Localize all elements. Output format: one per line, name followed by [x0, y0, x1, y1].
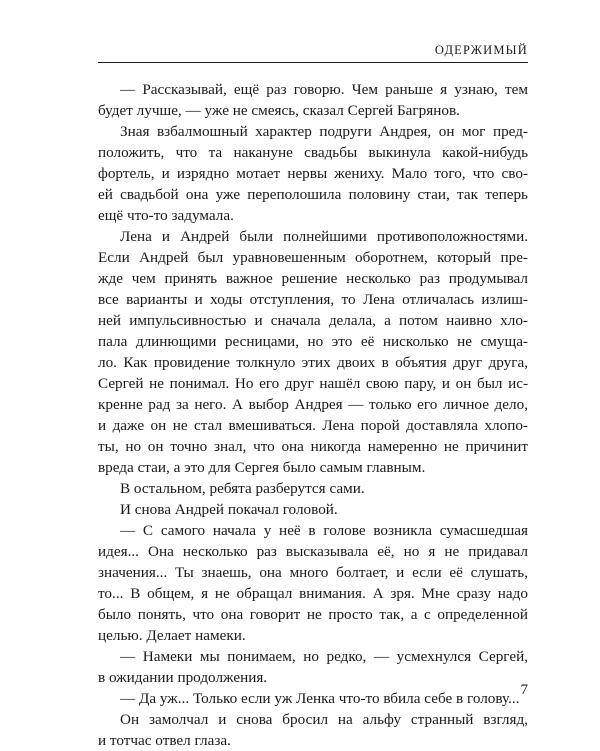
text-line: ты, но он точно знал, что она никогда намеренно не причинит	[98, 438, 528, 455]
text-line: и даже он не стал вмешиваться. Лена порой доставляла хлопо-	[98, 417, 528, 434]
text-line: ей свадьбой она уже переполошила половину стаи, так теперь	[98, 186, 528, 203]
text-line: все варианты и ходы отступления, то Лена отличалась излиш-	[98, 291, 528, 308]
paragraph	[98, 226, 528, 478]
text-line: ещё что-то задумала.	[98, 207, 234, 224]
paragraph	[98, 478, 528, 499]
text-line: — Да уж... Только если уж Ленка что-то вбила себе в голову...	[120, 690, 520, 707]
page-number: 7	[520, 682, 528, 698]
text-line: в ожидании продолжения.	[98, 669, 268, 686]
text-line: положить, что та накануне свадьбы выкинула какой-нибудь	[98, 144, 528, 161]
paragraph	[98, 688, 528, 709]
paragraph	[98, 121, 528, 226]
text-line: — Намеки мы понимаем, но редко, — усмехнулся Сергей,	[120, 648, 528, 665]
body-text	[98, 79, 528, 751]
text-line: — С самого начала у неё в голове возникла сумасшедшая	[120, 522, 528, 539]
text-line: вреда стаи, а это для Сергея было самым главным.	[98, 459, 426, 476]
text-line: Сергей не понимал. Но его друг нашёл свою пару, и он был ис-	[98, 375, 528, 392]
text-line: Лена и Андрей были полнейшими противоположностями.	[120, 228, 528, 245]
text-line: жде чем принять важное решение несколько раз продумывал	[98, 270, 528, 287]
text-line: ло. Как провидение толкнуло этих двоих в объятия друг друга,	[98, 354, 528, 371]
text-line: Если Андрей был уравновешенным оборотнем, который пре-	[98, 249, 528, 266]
header-rule	[98, 62, 528, 63]
text-line: то... В общем, я не обращал внимания. А зря. Мне сразу надо	[98, 585, 528, 602]
text-line: и тотчас отвел глаза.	[98, 732, 231, 749]
text-line: пала длинющими ресницами, но это её нисколько не смуща-	[98, 333, 528, 350]
text-line: целью. Делает намеки.	[98, 627, 246, 644]
running-head: ОДЕРЖИМЫЙ	[434, 43, 528, 57]
text-line: ней импульсивностью и сначала делала, а потом наивно хло-	[98, 312, 528, 329]
text-line: было понять, что она говорит не просто так, а с определенной	[98, 606, 528, 623]
paragraph	[98, 520, 528, 646]
paragraph	[98, 499, 528, 520]
text-line: И снова Андрей покачал головой.	[120, 501, 338, 518]
text-line: фортель, и изрядно мотает нервы жениху. Мало того, что сво-	[98, 165, 528, 182]
text-line: Он замолчал и снова бросил на альфу странный взгляд,	[120, 711, 528, 728]
text-line: идея... Она несколько раз высказывала её, но я не придавал	[98, 543, 528, 560]
text-line: Зная взбалмошный характер подруги Андрея, он мог пред-	[120, 123, 528, 140]
text-line: значения... Ты знаешь, она много болтает, и если её слушать,	[98, 564, 528, 581]
paragraph	[98, 646, 528, 688]
text-line: кренне рад за него. А выбор Андрея — только его личное дело,	[98, 396, 528, 413]
text-line: — Рассказывай, ещё раз говорю. Чем раньше я узнаю, тем	[120, 81, 528, 98]
text-line: В остальном, ребята разберутся сами.	[120, 480, 365, 497]
paragraph	[98, 709, 528, 751]
paragraph	[98, 79, 528, 121]
text-line: будет лучше, — уже не смеясь, сказал Сергей Багрянов.	[98, 102, 460, 119]
